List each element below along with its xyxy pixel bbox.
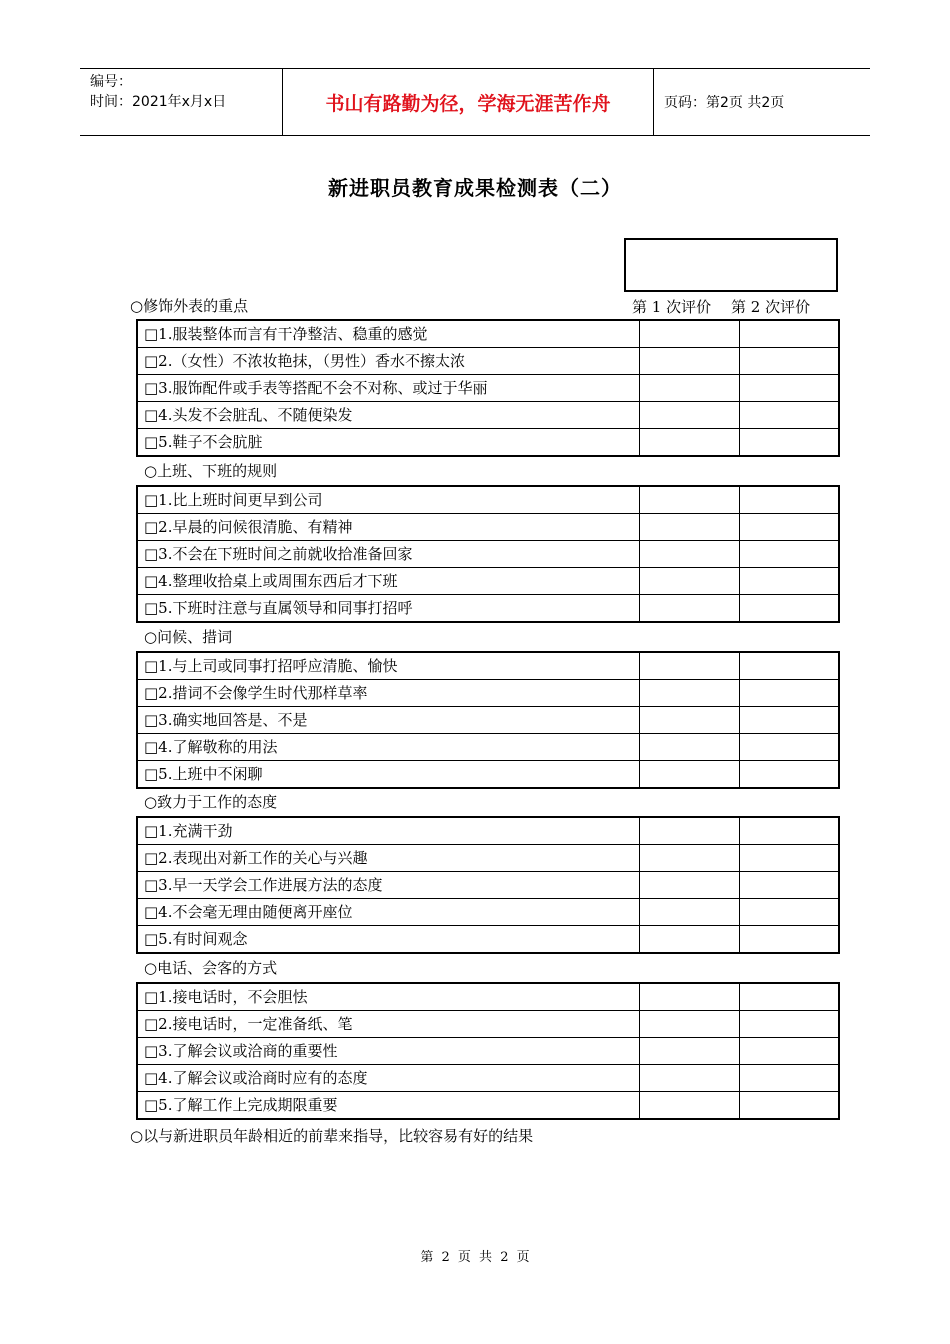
score-cell-first[interactable]	[639, 872, 739, 899]
header-meta	[80, 69, 282, 135]
item-text[interactable]: □3.早一天学会工作进展方法的态度	[137, 872, 639, 899]
item-text[interactable]: □5.下班时注意与直属领导和同事打招呼	[137, 595, 639, 623]
item-text[interactable]: □1.接电话时，不会胆怯	[137, 983, 639, 1011]
score-cell-second[interactable]	[739, 568, 839, 595]
table-row	[137, 1092, 839, 1120]
score-cell-first[interactable]	[640, 320, 740, 348]
document-header	[80, 68, 870, 136]
score-cell-second[interactable]	[739, 926, 839, 954]
eval-head-second: 第 2 次评价	[731, 298, 811, 316]
score-cell-second[interactable]	[739, 872, 839, 899]
section-label: ○问候、措词	[144, 628, 233, 646]
item-text[interactable]: □3.了解会议或洽商的重要性	[137, 1038, 639, 1065]
score-cell-second[interactable]	[739, 761, 839, 789]
table-row	[137, 845, 839, 872]
table-row	[137, 1011, 839, 1038]
table-row	[137, 707, 839, 734]
score-cell-first[interactable]	[639, 845, 739, 872]
table-row	[137, 680, 839, 707]
score-cell-second[interactable]	[739, 707, 839, 734]
score-cell-first[interactable]	[639, 680, 739, 707]
table-row	[137, 926, 839, 954]
item-text[interactable]: □5.有时间观念	[137, 926, 639, 954]
score-cell-first[interactable]	[639, 514, 739, 541]
checklist-table	[136, 319, 840, 457]
item-text[interactable]: □2.接电话时，一定准备纸、笔	[137, 1011, 639, 1038]
item-text[interactable]: □1.与上司或同事打招呼应清脆、愉快	[137, 652, 639, 680]
header-motto: 书山有路勤为径，学海无涯苦作舟	[282, 69, 654, 135]
score-cell-second[interactable]	[739, 817, 839, 845]
score-cell-second[interactable]	[739, 486, 839, 514]
score-cell-first[interactable]	[640, 402, 740, 429]
table-row	[137, 872, 839, 899]
page-title: 新进职员教育成果检测表（二）	[328, 176, 622, 200]
section-label: ○电话、会客的方式	[144, 959, 278, 977]
score-cell-second[interactable]	[739, 375, 839, 402]
score-cell-first[interactable]	[640, 429, 740, 457]
score-cell-first[interactable]	[640, 348, 740, 375]
score-cell-second[interactable]	[739, 429, 839, 457]
score-cell-first[interactable]	[639, 595, 739, 623]
score-cell-second[interactable]	[739, 734, 839, 761]
table-row	[137, 1065, 839, 1092]
table-row	[137, 1038, 839, 1065]
table-row	[137, 320, 839, 348]
item-text[interactable]: □4.头发不会脏乱、不随便染发	[137, 402, 640, 429]
score-cell-first[interactable]	[639, 1092, 739, 1120]
section-label: ○致力于工作的态度	[144, 793, 278, 811]
score-cell-second[interactable]	[739, 348, 839, 375]
score-cell-second[interactable]	[739, 845, 839, 872]
score-cell-second[interactable]	[739, 1038, 839, 1065]
score-cell-second[interactable]	[739, 402, 839, 429]
item-text[interactable]: □2.措词不会像学生时代那样草率	[137, 680, 639, 707]
score-cell-second[interactable]	[739, 541, 839, 568]
score-cell-first[interactable]	[639, 1011, 739, 1038]
checklist-table	[136, 982, 840, 1120]
table-row	[137, 652, 839, 680]
score-cell-first[interactable]	[639, 568, 739, 595]
item-text[interactable]: □4.整理收拾桌上或周围东西后才下班	[137, 568, 639, 595]
score-cell-first[interactable]	[639, 817, 739, 845]
item-text[interactable]: □2.表现出对新工作的关心与兴趣	[137, 845, 639, 872]
table-row	[137, 429, 839, 457]
checklist-table	[136, 816, 840, 954]
checklist-table	[136, 651, 840, 789]
table-row	[137, 983, 839, 1011]
section-label: ○上班、下班的规则	[144, 462, 278, 480]
checklist-table	[136, 485, 840, 623]
score-cell-second[interactable]	[739, 652, 839, 680]
table-row	[137, 761, 839, 789]
table-row	[137, 486, 839, 514]
code-label: 编号：	[90, 74, 132, 90]
score-cell-second[interactable]	[739, 595, 839, 623]
item-text[interactable]: □1.比上班时间更早到公司	[137, 486, 639, 514]
score-stamp-box[interactable]	[624, 238, 838, 292]
score-cell-first[interactable]	[639, 541, 739, 568]
score-cell-first[interactable]	[639, 652, 739, 680]
score-cell-first[interactable]	[639, 486, 739, 514]
item-text[interactable]: □2.（女性）不浓妆艳抹，（男性）香水不擦太浓	[137, 348, 640, 375]
item-text[interactable]: □5.鞋子不会肮脏	[137, 429, 640, 457]
section-label: ○修饰外表的重点	[130, 297, 249, 315]
item-text[interactable]: □4.了解会议或洽商时应有的态度	[137, 1065, 639, 1092]
time-label: 时间：2021年x月x日	[90, 94, 227, 110]
table-row	[137, 348, 839, 375]
score-cell-first[interactable]	[639, 1038, 739, 1065]
footer-note: ○以与新进职员年龄相近的前辈来指导，比较容易有好的结果	[130, 1127, 534, 1145]
item-text[interactable]: □3.不会在下班时间之前就收拾准备回家	[137, 541, 639, 568]
score-cell-second[interactable]	[739, 320, 839, 348]
score-cell-second[interactable]	[739, 983, 839, 1011]
table-row	[137, 595, 839, 623]
score-cell-first[interactable]	[639, 761, 739, 789]
score-cell-first[interactable]	[639, 1065, 739, 1092]
score-cell-second[interactable]	[739, 1065, 839, 1092]
score-cell-first[interactable]	[639, 983, 739, 1011]
item-text[interactable]: □5.上班中不闲聊	[137, 761, 639, 789]
table-row	[137, 375, 839, 402]
table-row	[137, 734, 839, 761]
table-row	[137, 402, 839, 429]
item-text[interactable]: □1.服装整体而言有干净整洁、稳重的感觉	[137, 320, 640, 348]
score-cell-second[interactable]	[739, 514, 839, 541]
score-cell-second[interactable]	[739, 1011, 839, 1038]
table-row	[137, 514, 839, 541]
table-row	[137, 541, 839, 568]
score-cell-second[interactable]	[739, 899, 839, 926]
score-cell-second[interactable]	[739, 1092, 839, 1120]
eval-head-first: 第 1 次评价	[632, 298, 712, 316]
score-cell-second[interactable]	[739, 680, 839, 707]
score-cell-first[interactable]	[640, 375, 740, 402]
item-text[interactable]: □2.早晨的问候很清脆、有精神	[137, 514, 639, 541]
item-text[interactable]: □4.了解敬称的用法	[137, 734, 639, 761]
page-number-footer: 第 2 页 共 2 页	[420, 1250, 530, 1265]
item-text[interactable]: □3.确实地回答是、不是	[137, 707, 639, 734]
score-cell-first[interactable]	[639, 734, 739, 761]
score-cell-first[interactable]	[639, 899, 739, 926]
table-row	[137, 568, 839, 595]
item-text[interactable]: □4.不会毫无理由随便离开座位	[137, 899, 639, 926]
table-row	[137, 817, 839, 845]
score-cell-first[interactable]	[639, 707, 739, 734]
item-text[interactable]: □5.了解工作上完成期限重要	[137, 1092, 639, 1120]
item-text[interactable]: □1.充满干劲	[137, 817, 639, 845]
header-page-info: 页码：第2页 共2页	[664, 95, 785, 111]
score-cell-first[interactable]	[639, 926, 739, 954]
item-text[interactable]: □3.服饰配件或手表等搭配不会不对称、或过于华丽	[137, 375, 640, 402]
table-row	[137, 899, 839, 926]
